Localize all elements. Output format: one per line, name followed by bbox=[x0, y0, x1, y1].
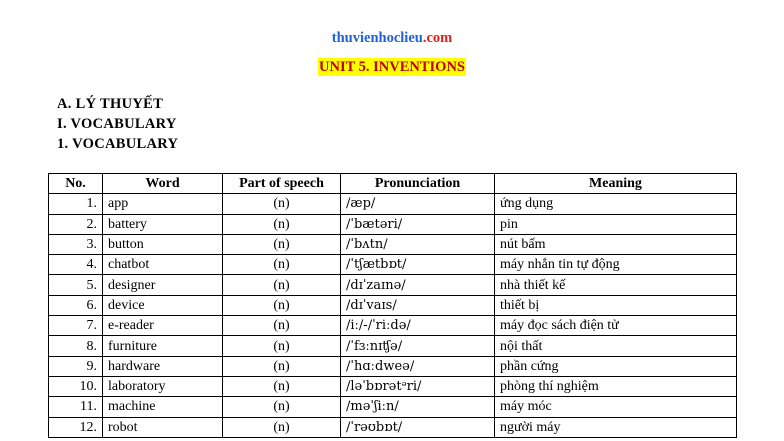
part-of-speech-cell: (n) bbox=[223, 275, 341, 295]
row-number: 3. bbox=[49, 234, 103, 254]
word-cell: furniture bbox=[103, 336, 223, 356]
row-number: 12. bbox=[49, 417, 103, 437]
meaning-cell: máy đọc sách điện tử bbox=[495, 316, 737, 336]
unit-title-wrap bbox=[0, 58, 784, 76]
column-header-pronunciation: Pronunciation bbox=[341, 174, 495, 194]
part-of-speech-cell: (n) bbox=[223, 316, 341, 336]
pronunciation-cell: /ˈfɜːnɪʧə/ bbox=[341, 336, 495, 356]
site-name-main: thuvienhoclieu bbox=[331, 30, 423, 46]
word-cell: chatbot bbox=[103, 255, 223, 275]
part-of-speech-cell: (n) bbox=[223, 417, 341, 437]
meaning-cell: nội thất bbox=[495, 336, 737, 356]
table-row bbox=[49, 376, 737, 396]
row-number: 8. bbox=[49, 336, 103, 356]
pronunciation-cell: /ˈbætəri/ bbox=[341, 214, 495, 234]
word-cell: hardware bbox=[103, 356, 223, 376]
vocabulary-table-body bbox=[49, 194, 737, 438]
table-row bbox=[49, 356, 737, 376]
table-row bbox=[49, 194, 737, 214]
meaning-cell: người máy bbox=[495, 417, 737, 437]
table-row bbox=[49, 214, 737, 234]
table-row bbox=[49, 295, 737, 315]
word-cell: app bbox=[103, 194, 223, 214]
row-number: 7. bbox=[49, 316, 103, 336]
table-header-row bbox=[49, 174, 737, 194]
column-header-no: No. bbox=[49, 174, 103, 194]
part-of-speech-cell: (n) bbox=[223, 214, 341, 234]
row-number: 6. bbox=[49, 295, 103, 315]
table-row bbox=[49, 275, 737, 295]
row-number: 9. bbox=[49, 356, 103, 376]
word-cell: designer bbox=[103, 275, 223, 295]
pronunciation-cell: /iː/-/ˈriːdə/ bbox=[341, 316, 495, 336]
meaning-cell: nút bấm bbox=[495, 234, 737, 254]
word-cell: machine bbox=[103, 397, 223, 417]
row-number: 1. bbox=[49, 194, 103, 214]
meaning-cell: pin bbox=[495, 214, 737, 234]
meaning-cell: nhà thiết kế bbox=[495, 275, 737, 295]
table-row bbox=[49, 316, 737, 336]
table-row bbox=[49, 397, 737, 417]
part-of-speech-cell: (n) bbox=[223, 194, 341, 214]
meaning-cell: ứng dụng bbox=[495, 194, 737, 214]
meaning-cell: phòng thí nghiệm bbox=[495, 376, 737, 396]
subsection-heading-vocabulary: 1. VOCABULARY bbox=[57, 136, 179, 152]
meaning-cell: máy móc bbox=[495, 397, 737, 417]
pronunciation-cell: /dɪˈzaɪnə/ bbox=[341, 275, 495, 295]
row-number: 5. bbox=[49, 275, 103, 295]
part-of-speech-cell: (n) bbox=[223, 376, 341, 396]
word-cell: device bbox=[103, 295, 223, 315]
table-row bbox=[49, 234, 737, 254]
word-cell: laboratory bbox=[103, 376, 223, 396]
section-heading-vocabulary: I. VOCABULARY bbox=[57, 116, 177, 132]
pronunciation-cell: /ˈhɑːdweə/ bbox=[341, 356, 495, 376]
meaning-cell: phần cứng bbox=[495, 356, 737, 376]
word-cell: battery bbox=[103, 214, 223, 234]
part-of-speech-cell: (n) bbox=[223, 336, 341, 356]
word-cell: e-reader bbox=[103, 316, 223, 336]
meaning-cell: thiết bị bbox=[495, 295, 737, 315]
row-number: 11. bbox=[49, 397, 103, 417]
part-of-speech-cell: (n) bbox=[223, 356, 341, 376]
row-number: 2. bbox=[49, 214, 103, 234]
column-header-word: Word bbox=[103, 174, 223, 194]
pronunciation-cell: /ˈrəʊbɒt/ bbox=[341, 417, 495, 437]
part-of-speech-cell: (n) bbox=[223, 234, 341, 254]
part-of-speech-cell: (n) bbox=[223, 255, 341, 275]
pronunciation-cell: /ləˈbɒrətᵊri/ bbox=[341, 376, 495, 396]
site-name bbox=[0, 29, 784, 47]
row-number: 4. bbox=[49, 255, 103, 275]
vocabulary-table bbox=[48, 173, 737, 438]
meaning-cell: máy nhắn tin tự động bbox=[495, 255, 737, 275]
site-name-suffix: .com bbox=[422, 30, 453, 46]
part-of-speech-cell: (n) bbox=[223, 397, 341, 417]
row-number: 10. bbox=[49, 376, 103, 396]
column-header-meaning: Meaning bbox=[495, 174, 737, 194]
pronunciation-cell: /æp/ bbox=[341, 194, 495, 214]
word-cell: robot bbox=[103, 417, 223, 437]
table-row bbox=[49, 336, 737, 356]
part-of-speech-cell: (n) bbox=[223, 295, 341, 315]
word-cell: button bbox=[103, 234, 223, 254]
pronunciation-cell: /məˈʃiːn/ bbox=[341, 397, 495, 417]
section-heading-theory: A. LÝ THUYẾT bbox=[57, 96, 164, 112]
table-row bbox=[49, 417, 737, 437]
table-row bbox=[49, 255, 737, 275]
pronunciation-cell: /ˈtʃætbɒt/ bbox=[341, 255, 495, 275]
unit-title: UNIT 5. INVENTIONS bbox=[319, 59, 465, 75]
column-header-part-of-speech: Part of speech bbox=[223, 174, 341, 194]
pronunciation-cell: /ˈbʌtn/ bbox=[341, 234, 495, 254]
pronunciation-cell: /dɪˈvaɪs/ bbox=[341, 295, 495, 315]
